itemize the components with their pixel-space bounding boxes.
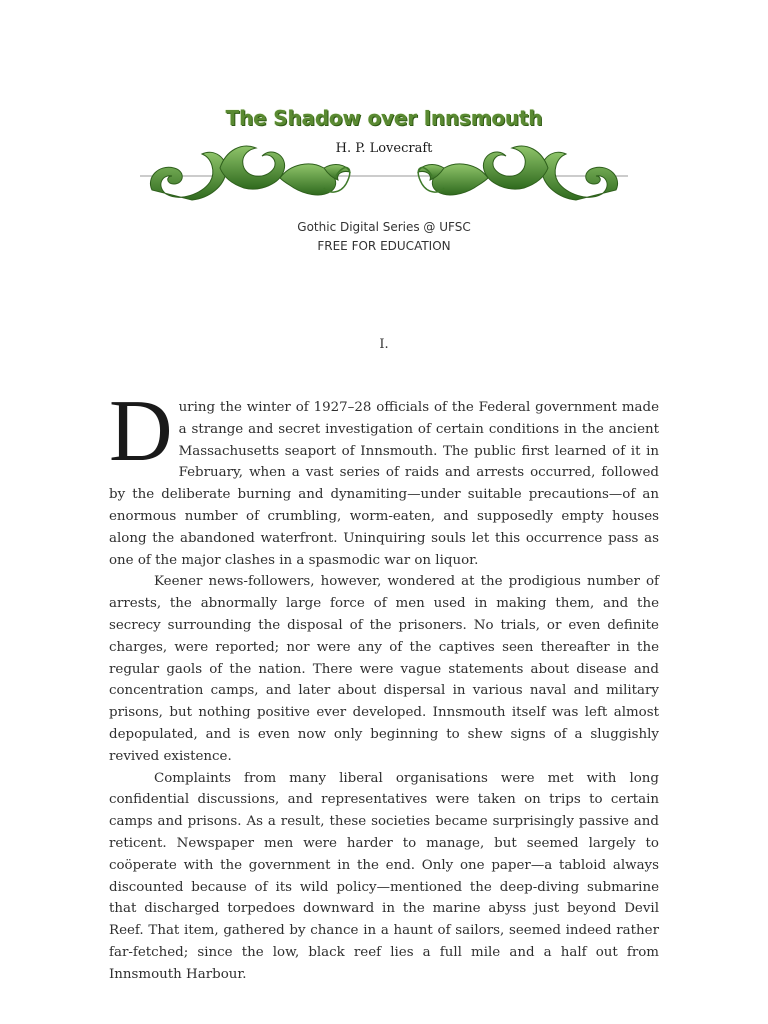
chapter-number: I. [379, 337, 389, 352]
author-name: H. P. Lovecraft [335, 141, 433, 156]
paragraph-1 [109, 383, 659, 571]
paragraph-1-text: uring the winter of 1927–28 officials of the Federal government made a strange and secret investigation of certain conditions in the ancient Massachusetts seaport of Innsmouth. The public first learned of it in February, when a vast series of raids and arrests occurred, followed by the deliberate burning and dynamiting—under suitable precautions—of an enormous number of crumbling, worm-eaten, and supposedly empty houses along the abandoned waterfront. Uninquiring souls let this occurrence pass as one of the major clashes in a spasmodic war on liquor. [109, 400, 659, 568]
book-title: The Shadow over Innsmouth [225, 106, 543, 130]
paragraph-2: Keener news-followers, however, wondered at the prodigious number of arrests, the abnormally large force of men used in making them, and the secrecy surrounding the disposal of the prisoners. No trials, or even definite charges, were reported; nor were any of the captives seen thereafter in the regular gaols of the nation. There were vague statements about disease and concentration camps, and later about dispersal in various naval and military prisons, but nothing positive ever developed. Innsmouth itself was left almost depopulated, and is even now only beginning to shew signs of a sluggishly revived existence. [109, 574, 659, 764]
body-text [109, 383, 659, 986]
series-info [0, 218, 768, 256]
paragraph-3: Complaints from many liberal organisations were met with long confidential discussions, and representatives were taken on trips to certain camps and prisons. As a result, these societies became surprisingly passive and reticent. Newspaper men were harder to manage, but seemed largely to coöperate with the government in the end. Only one paper—a tabloid always discounted because of its wild policy—mentioned the deep-diving submarine that discharged torpedoes downward in the marine abyss just beyond Devil Reef. That item, gathered by chance in a haunt of sailors, seemed indeed rather far-fetched; since the low, black reef lies a full mile and a half out from Innsmouth Harbour. [109, 770, 659, 982]
series-line-1: Gothic Digital Series @ UFSC [297, 220, 471, 234]
drop-cap: D [109, 383, 173, 480]
series-line-2: FREE FOR EDUCATION [317, 239, 451, 253]
